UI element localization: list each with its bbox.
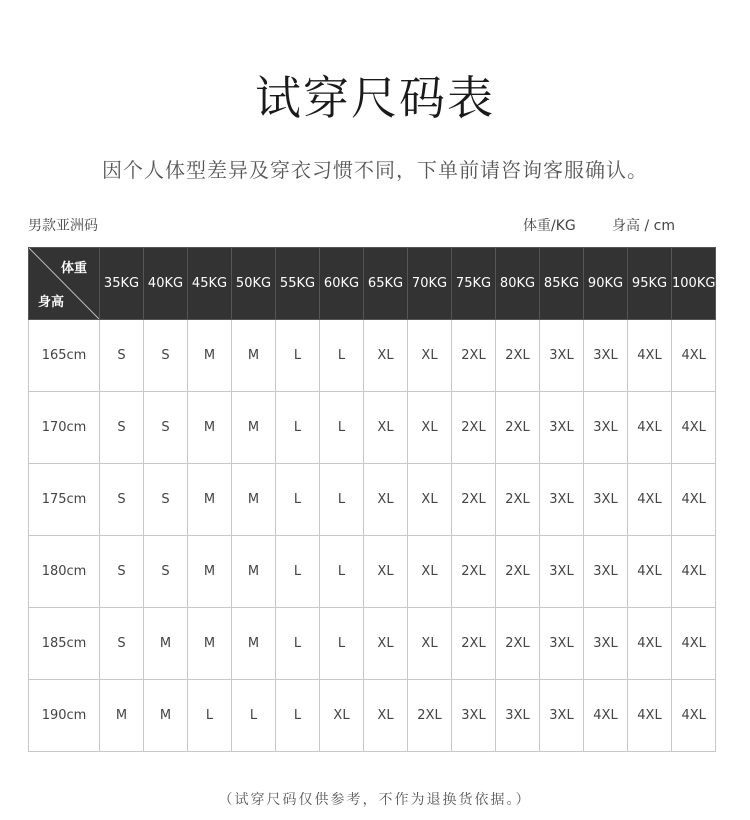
weight-header-cell: 80KG <box>496 248 540 320</box>
size-cell: 2XL <box>496 608 540 680</box>
size-cell: M <box>188 608 232 680</box>
table-row <box>29 320 716 392</box>
size-cell: XL <box>408 536 452 608</box>
size-cell: 2XL <box>496 536 540 608</box>
size-cell: M <box>232 536 276 608</box>
size-cell: M <box>144 680 188 752</box>
corner-height-label: 身高 <box>38 295 65 310</box>
size-cell: S <box>100 464 144 536</box>
unit-weight-label: 体重/KG <box>523 218 576 234</box>
weight-header-cell: 70KG <box>408 248 452 320</box>
size-cell: M <box>232 608 276 680</box>
size-cell: 2XL <box>452 536 496 608</box>
table-row <box>29 680 716 752</box>
height-cell: 165cm <box>29 320 100 392</box>
size-cell: S <box>100 392 144 464</box>
size-cell: 4XL <box>628 464 672 536</box>
height-cell: 190cm <box>29 680 100 752</box>
size-cell: 3XL <box>540 464 584 536</box>
table-row <box>29 536 716 608</box>
size-cell: XL <box>408 464 452 536</box>
size-cell: 3XL <box>540 536 584 608</box>
corner-header-cell <box>29 248 100 320</box>
header-row <box>29 248 716 320</box>
weight-header-cell: 35KG <box>100 248 144 320</box>
size-cell: 4XL <box>672 320 716 392</box>
size-cell: 3XL <box>584 320 628 392</box>
height-cell: 180cm <box>29 536 100 608</box>
size-cell: 4XL <box>672 392 716 464</box>
size-cell: 2XL <box>496 464 540 536</box>
size-cell: M <box>188 536 232 608</box>
size-cell: L <box>276 608 320 680</box>
size-cell: 4XL <box>628 608 672 680</box>
weight-header-cell: 85KG <box>540 248 584 320</box>
size-cell: S <box>100 320 144 392</box>
corner-weight-label: 体重 <box>60 261 87 276</box>
weight-header-cell: 45KG <box>188 248 232 320</box>
size-cell: 4XL <box>672 608 716 680</box>
size-cell: 3XL <box>496 680 540 752</box>
size-cell: 3XL <box>584 536 628 608</box>
size-cell: 3XL <box>540 392 584 464</box>
size-cell: L <box>276 320 320 392</box>
size-cell: XL <box>364 392 408 464</box>
size-cell: 3XL <box>584 392 628 464</box>
table-body <box>29 320 716 752</box>
size-cell: XL <box>364 536 408 608</box>
size-cell: M <box>232 392 276 464</box>
size-cell: S <box>144 536 188 608</box>
size-cell: S <box>100 536 144 608</box>
weight-header-cell: 100KG <box>672 248 716 320</box>
size-cell: L <box>320 464 364 536</box>
size-cell: 4XL <box>628 536 672 608</box>
height-cell: 185cm <box>29 608 100 680</box>
size-cell: M <box>188 392 232 464</box>
weight-header-cell: 55KG <box>276 248 320 320</box>
size-cell: L <box>188 680 232 752</box>
size-cell: M <box>144 608 188 680</box>
weight-header-cell: 75KG <box>452 248 496 320</box>
weight-header-cell: 90KG <box>584 248 628 320</box>
size-cell: S <box>144 464 188 536</box>
unit-height-label: 身高 / cm <box>612 218 675 234</box>
size-cell: 2XL <box>452 392 496 464</box>
size-cell: XL <box>408 608 452 680</box>
page-title: 试穿尺码表 <box>255 71 495 125</box>
size-cell: 3XL <box>452 680 496 752</box>
size-cell: L <box>320 608 364 680</box>
size-cell: 4XL <box>628 320 672 392</box>
size-cell: S <box>144 320 188 392</box>
size-cell: M <box>188 320 232 392</box>
size-cell: L <box>276 392 320 464</box>
size-cell: L <box>320 536 364 608</box>
weight-header-cell: 40KG <box>144 248 188 320</box>
weight-header-cell: 95KG <box>628 248 672 320</box>
size-cell: 4XL <box>584 680 628 752</box>
size-cell: 4XL <box>672 680 716 752</box>
size-cell: M <box>188 464 232 536</box>
table-label: 男款亚洲码 <box>28 218 98 234</box>
size-cell: XL <box>364 320 408 392</box>
size-cell: 2XL <box>408 680 452 752</box>
size-cell: L <box>276 680 320 752</box>
size-cell: S <box>100 608 144 680</box>
table-row <box>29 464 716 536</box>
height-cell: 170cm <box>29 392 100 464</box>
table-row <box>29 608 716 680</box>
weight-header-cell: 50KG <box>232 248 276 320</box>
size-cell: XL <box>408 320 452 392</box>
size-cell: 4XL <box>628 392 672 464</box>
footnote: （试穿尺码仅供参考，不作为退换货依据。） <box>218 792 532 808</box>
size-cell: 2XL <box>496 392 540 464</box>
size-cell: 2XL <box>452 464 496 536</box>
size-cell: S <box>144 392 188 464</box>
size-cell: L <box>276 464 320 536</box>
weight-header-cell: 65KG <box>364 248 408 320</box>
size-cell: M <box>232 464 276 536</box>
size-cell: 4XL <box>628 680 672 752</box>
table-row <box>29 392 716 464</box>
size-cell: 3XL <box>584 608 628 680</box>
size-chart-table <box>28 247 716 752</box>
subtitle: 因个人体型差异及穿衣习惯不同，下单前请咨询客服确认。 <box>102 158 648 182</box>
size-cell: 3XL <box>540 680 584 752</box>
size-cell: XL <box>320 680 364 752</box>
size-cell: 2XL <box>496 320 540 392</box>
size-cell: XL <box>408 392 452 464</box>
size-cell: 2XL <box>452 320 496 392</box>
size-cell: XL <box>364 680 408 752</box>
size-cell: XL <box>364 464 408 536</box>
size-cell: XL <box>364 608 408 680</box>
size-cell: L <box>232 680 276 752</box>
size-cell: 3XL <box>584 464 628 536</box>
size-cell: 3XL <box>540 608 584 680</box>
size-cell: 3XL <box>540 320 584 392</box>
weight-header-cell: 60KG <box>320 248 364 320</box>
height-cell: 175cm <box>29 464 100 536</box>
size-cell: 4XL <box>672 536 716 608</box>
size-cell: 2XL <box>452 608 496 680</box>
size-cell: L <box>320 392 364 464</box>
size-cell: 4XL <box>672 464 716 536</box>
size-cell: M <box>100 680 144 752</box>
size-cell: L <box>320 320 364 392</box>
size-cell: L <box>276 536 320 608</box>
size-cell: M <box>232 320 276 392</box>
